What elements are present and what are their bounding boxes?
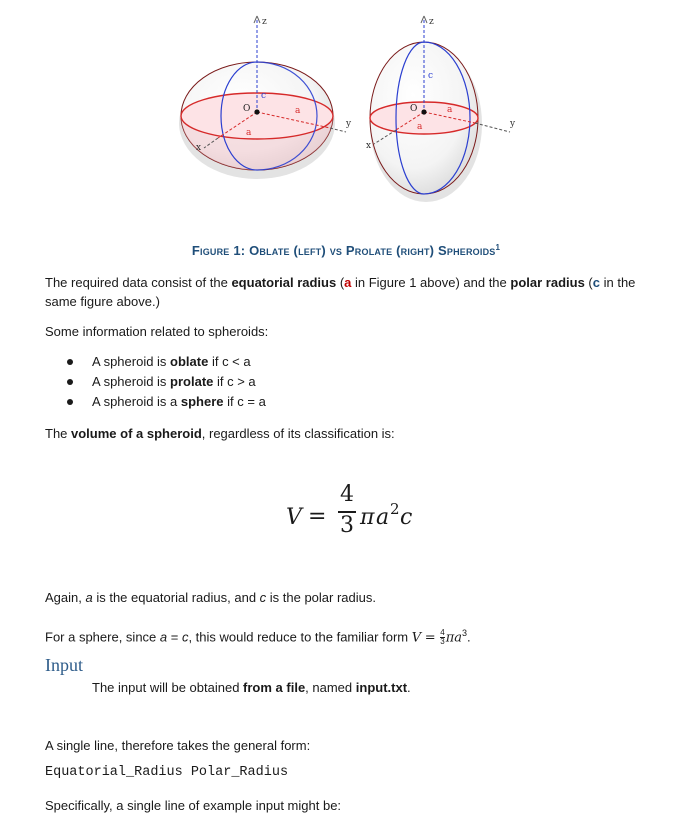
paragraph-sphere (45, 624, 665, 647)
p4-text-2: is the equatorial radius, and (92, 590, 260, 605)
p5-aa: a (454, 630, 463, 646)
p1-text-5: in the (600, 275, 636, 290)
formula-equals: = (308, 504, 327, 529)
bullet-dot-icon (67, 399, 73, 405)
p5-eq: = (424, 630, 436, 646)
bullet-oblate-post: if c < a (208, 354, 251, 369)
p3-bold-volume: volume of a spheroid (71, 426, 202, 441)
p5-text-1: For a sphere, since (45, 629, 160, 645)
oblate-x-label: x (196, 143, 202, 153)
prolate-o-label: O (410, 104, 418, 114)
p5-exp: 3 (462, 628, 468, 638)
prolate-a-label-2: a (417, 122, 423, 132)
spheroids-figure (170, 8, 540, 208)
spheroid-bullet-list (45, 352, 445, 412)
oblate-c-label: c (261, 91, 267, 101)
bullet-oblate-bold: oblate (170, 354, 209, 369)
oblate-y-label: y (346, 119, 352, 129)
p1-bold-polar: polar radius (510, 275, 585, 290)
p5-a: a (159, 629, 168, 645)
oblate-a-label-1: a (295, 106, 301, 116)
paragraph-general-form: A single line, therefore takes the general form: (45, 738, 311, 753)
p6-bold-from-file: from a file (243, 680, 306, 695)
bullet-sphere-post: if c = a (223, 394, 266, 409)
prolate-x-label: x (366, 141, 372, 151)
prolate-a-label-1: a (447, 105, 453, 115)
oblate-a-label-2: a (246, 128, 252, 138)
p1-a: a (344, 275, 352, 290)
paragraph-input-file (92, 678, 652, 697)
p1-text-1: The required data consist of the (45, 275, 232, 290)
p4-text-3: is the polar radius. (266, 590, 376, 605)
formula-numerator: 4 (340, 482, 354, 507)
oblate-o-label: O (243, 104, 251, 114)
oblate-z-label: z (262, 17, 267, 27)
p6-text-3: . (407, 680, 411, 695)
p5-v: V (411, 630, 422, 646)
prolate-z-label: z (429, 17, 434, 27)
p5-end: . (467, 629, 471, 645)
p4-text-1: Again, (45, 590, 86, 605)
p3-text-1: The (45, 426, 72, 441)
formula-c: c (400, 505, 413, 530)
p6-text-2: , named (305, 680, 356, 695)
paragraph-example: Specifically, a single line of example input might be: (45, 798, 342, 813)
p5-num: 4 (440, 628, 445, 638)
paragraph-again (45, 588, 665, 607)
bullet-prolate-bold: prolate (170, 374, 214, 389)
caption-text: Figure 1: Oblate (left) vs Prolate (right) Spheroids (191, 243, 496, 258)
paragraph-volume-intro (45, 424, 665, 443)
p4-c: c (259, 590, 267, 605)
p4-a: a (85, 590, 93, 605)
bullet-prolate-post: if c > a (213, 374, 256, 389)
p3-text-2: , regardless of its classification is: (201, 426, 395, 441)
figure-caption (0, 243, 692, 258)
bullet-dot-icon (67, 379, 73, 385)
bullet-dot-icon (67, 359, 73, 365)
code-general-form: Equatorial_Radius Polar_Radius (45, 765, 289, 780)
input-heading: Input (45, 655, 83, 675)
p5-c: c (181, 629, 189, 645)
caption-footnote: 1 (495, 243, 501, 252)
prolate-spheroid (366, 16, 516, 202)
paragraph-info: Some information related to spheroids: (45, 324, 269, 339)
volume-formula (286, 480, 446, 540)
prolate-c-label: c (428, 71, 434, 81)
bullet-prolate-pre: A spheroid is (92, 374, 171, 389)
p1-line-2: same figure above.) (45, 294, 160, 309)
paragraph-required-data (45, 273, 665, 311)
p6-bold-filename: input.txt (355, 680, 408, 695)
p1-c: c (592, 275, 600, 290)
formula-a: a (376, 505, 390, 530)
bullet-sphere-bold: sphere (180, 394, 224, 409)
p5-text-2: = (167, 629, 182, 645)
prolate-y-label: y (510, 119, 516, 129)
formula-v: V (286, 505, 302, 530)
bullet-sphere-pre: A spheroid is a (92, 394, 181, 409)
p6-text-1: The input will be obtained (92, 680, 244, 695)
oblate-spheroid (179, 16, 352, 179)
bullet-prolate (45, 372, 445, 392)
formula-exponent: 2 (390, 500, 400, 518)
p5-pi: π (445, 630, 455, 646)
p5-fraction (440, 629, 444, 646)
bullet-oblate-pre: A spheroid is (92, 354, 171, 369)
p1-text-2: ( (336, 275, 345, 290)
p1-text-3: in Figure 1 above) and the (351, 275, 511, 290)
p5-text-3: , this would reduce to the familiar form (188, 629, 412, 645)
p5-den: 3 (440, 637, 445, 647)
p1-text-4: ( (584, 275, 593, 290)
bullet-oblate (45, 352, 445, 372)
formula-pi: π (360, 505, 375, 530)
bullet-sphere (45, 392, 445, 412)
formula-denominator: 3 (340, 513, 354, 538)
p1-bold-equatorial: equatorial radius (231, 275, 337, 290)
